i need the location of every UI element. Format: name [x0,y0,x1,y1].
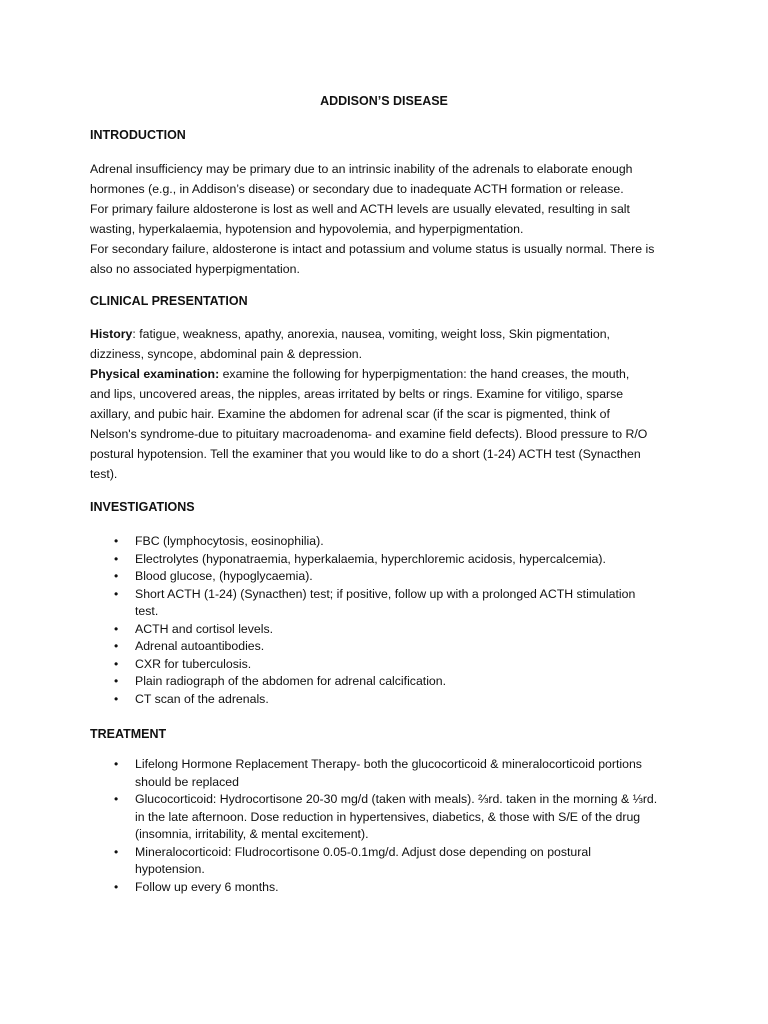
bullet-icon: • [114,844,119,859]
text-line: test). [90,467,118,481]
list-item: • Adrenal autoantibodies. [90,638,670,656]
list-item: • ACTH and cortisol levels. [90,621,670,639]
text-line [90,364,680,384]
text-line: For secondary failure, aldosterone is intact and potassium and volume status is usually normal. There is [90,242,655,256]
list-item: • CT scan of the adrenals. [90,691,670,709]
text-line: hormones (e.g., in Addison’s disease) or secondary due to inadequate ACTH formation or release. [90,182,624,196]
list-item: • Mineralocorticoid: Fludrocortisone 0.05-0.1mg/d. Adjust dose depending on postural hypotension. [114,844,591,876]
treatment-heading: TREATMENT [90,727,167,741]
clinical-presentation-heading: CLINICAL PRESENTATION [90,294,248,308]
bullet-icon: • [114,879,119,894]
text-line: Nelson's syndrome-due to pituitary macroadenoma- and examine field defects). Blood pressure to R/O [90,427,648,441]
investigations-heading: INVESTIGATIONS [90,500,195,514]
bullet-icon: • [114,534,119,548]
bullet-icon: • [114,674,119,688]
bullet-icon: • [114,757,119,771]
text-line [90,324,680,344]
list-item: • Plain radiograph of the abdomen for adrenal calcification. [90,673,670,691]
text-line: Adrenal insufficiency may be primary due to an intrinsic inability of the adrenals to elaborate enough [90,162,633,176]
treatment-list [90,756,670,896]
bullet-icon: • [114,656,119,671]
introduction-heading: INTRODUCTION [90,128,186,142]
text-line: and lips, uncovered areas, the nipples, areas irritated by belts or rings. Examine for vitiligo, sparse [90,387,624,401]
bullet-icon: • [114,621,119,636]
physical-examination-label: Physical examination: [90,367,220,381]
history-text: : fatigue, weakness, apathy, anorexia, nausea, vomiting, weight loss, Skin pigmentation, [132,327,610,341]
text-line: also no associated hyperpigmentation. [90,262,300,276]
list-item: • FBC (lymphocytosis, eosinophilia). [90,533,670,551]
history-label: History [90,327,133,341]
bullet-icon: • [114,586,119,601]
bullet-icon: • [114,792,119,806]
list-item: • CXR for tuberculosis. [90,656,670,674]
investigations-list [90,533,670,708]
bullet-icon: • [114,639,119,653]
clinical-presentation-paragraph [90,324,680,484]
physical-examination-text: examine the following for hyperpigmentation: the hand creases, the mouth, [219,367,630,381]
list-item: • Blood glucose, (hypoglycaemia). [90,568,670,586]
list-item: • Electrolytes (hyponatraemia, hyperkalaemia, hyperchloremic acidosis, hypercalcemia). [90,551,670,569]
list-item: • Lifelong Hormone Replacement Therapy- both the glucocorticoid & mineralocorticoid portions should be replaced [114,757,642,789]
text-line: wasting, hyperkalaemia, hypotension and hypovolemia, and hyperpigmentation. [90,222,524,236]
bullet-icon: • [114,569,119,583]
list-item: • Short ACTH (1-24) (Synacthen) test; if positive, follow up with a prolonged ACTH stimulation test. [114,586,636,618]
bullet-icon: • [114,551,119,566]
text-line: dizziness, syncope, abdominal pain & depression. [90,347,363,361]
bullet-icon: • [114,691,119,706]
text-line: For primary failure aldosterone is lost as well and ACTH levels are usually elevated, resulting in salt [90,202,630,216]
text-line: postural hypotension. Tell the examiner that you would like to do a short (1-24) ACTH test (Synacthen [90,447,641,461]
introduction-paragraph [90,159,680,279]
list-item: • Follow up every 6 months. [90,879,670,897]
document-title: ADDISON’S DISEASE [320,94,448,108]
list-item: • Glucocorticoid: Hydrocortisone 20-30 mg/d (taken with meals). ⅔rd. taken in the morning & ⅓rd. in the late afternoon. Dose reduction in hypertensives, diabetics, & those with S/E of the drug (insomnia, irritability, & mental excitement). [114,792,658,841]
text-line: axillary, and pubic hair. Examine the abdomen for adrenal scar (if the scar is pigmented, think of [90,407,610,421]
